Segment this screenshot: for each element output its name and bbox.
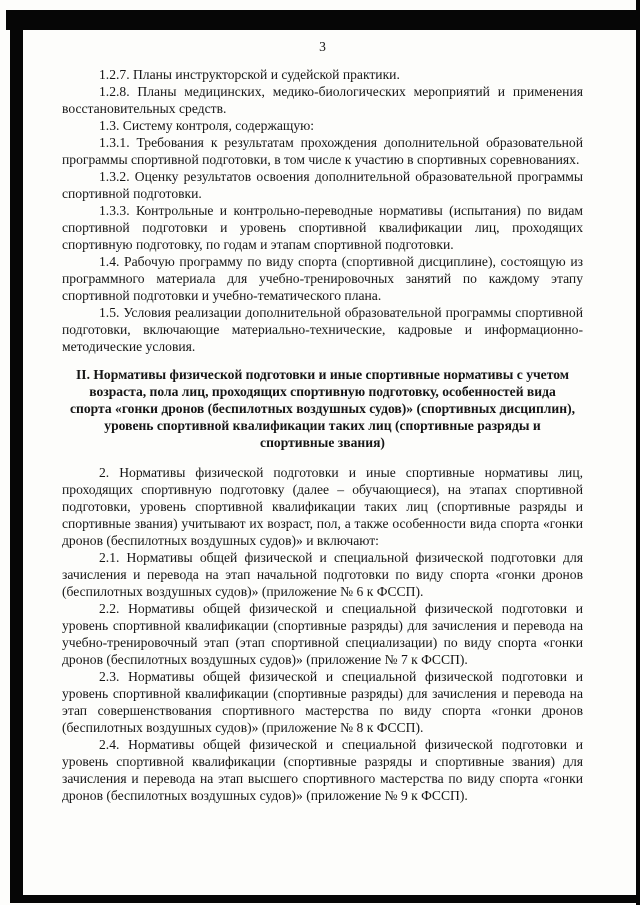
scan-border-left xyxy=(10,29,23,897)
paragraph: 1.3. Систему контроля, содержащую: xyxy=(99,118,315,133)
paragraph: 2.4. Нормативы общей физической и специальной физической подготовки и уровень спортивной квалификации (спортивные разряды и спортивные звания) для зачисления и перевода на этап высшего спортивного мастерства по виду спорта «гонки дронов (беспилотных воздушных судов)» (приложение № 9 к ФССП). xyxy=(62,737,583,803)
paragraph: 1.2.7. Планы инструкторской и судейской практики. xyxy=(99,67,400,82)
paragraph: 2. Нормативы физической подготовки и иные спортивные нормативы лиц, проходящих спортивную подготовку (далее – обучающиеся), на этапах спортивной подготовки, уровень спортивной квалификации таких лиц (спортивные разряды и спортивные звания) учитывают их возраст, пол, а также особенности вида спорта «гонки дронов (беспилотных воздушных судов)» и включают: xyxy=(62,465,583,548)
scan-border-top xyxy=(6,10,638,30)
page-number: 3 xyxy=(319,39,326,54)
paragraph: 2.1. Нормативы общей физической и специальной физической подготовки для зачисления и перевода на этап начальной подготовки по виду спорта «гонки дронов (беспилотных воздушных судов)» (приложение № 6 к ФССП). xyxy=(62,550,583,599)
section-heading: II. Нормативы физической подготовки и иные спортивные нормативы с учетом возраста, пола лиц, проходящих спортивную подготовку, особенностей вида спорта «гонки дронов (беспилотных воздушных судов)» (спортивных дисциплин), уровень спортивной квалификации таких лиц (спортивные разряды и спортивные звания) xyxy=(69,367,576,450)
paragraph: 1.3.2. Оценку результатов освоения дополнительной образовательной программы спортивной подготовки. xyxy=(62,169,583,201)
scan-border-right xyxy=(636,0,640,905)
paragraph: 2.2. Нормативы общей физической и специальной физической подготовки и уровень спортивной квалификации (спортивные разряды) для зачисления и перевода на учебно-тренировочный этап (этап спортивной специализации) по виду спорта «гонки дронов (беспилотных воздушных судов)» (приложение № 7 к ФССП). xyxy=(62,601,583,667)
page-content xyxy=(62,38,583,804)
paragraph: 1.5. Условия реализации дополнительной образовательной программы спортивной подготовки, включающие материально-технические, кадровые и информационно-методические условия. xyxy=(62,305,583,354)
paragraph: 1.4. Рабочую программу по виду спорта (спортивной дисциплине), состоящую из программного материала для учебно-тренировочных занятий по каждому этапу спортивной подготовки и учебно-тематического плана. xyxy=(62,254,583,303)
paragraph: 1.3.1. Требования к результатам прохождения дополнительной образовательной программы спортивной подготовки, в том числе к участию в спортивных соревнованиях. xyxy=(62,135,583,167)
paragraph: 1.2.8. Планы медицинских, медико-биологических мероприятий и применения восстановительных средств. xyxy=(62,84,583,116)
scan-border-bottom xyxy=(10,895,638,903)
paragraph: 2.3. Нормативы общей физической и специальной физической подготовки и уровень спортивной квалификации (спортивные разряды) для зачисления и перевода на этап совершенствования спортивного мастерства по виду спорта «гонки дронов (беспилотных воздушных судов)» (приложение № 8 к ФССП). xyxy=(62,669,583,735)
paragraph: 1.3.3. Контрольные и контрольно-переводные нормативы (испытания) по видам спортивной подготовки и уровень спортивной квалификации лиц, проходящих спортивную подготовку, по годам и этапам спортивной подготовки. xyxy=(62,203,583,252)
